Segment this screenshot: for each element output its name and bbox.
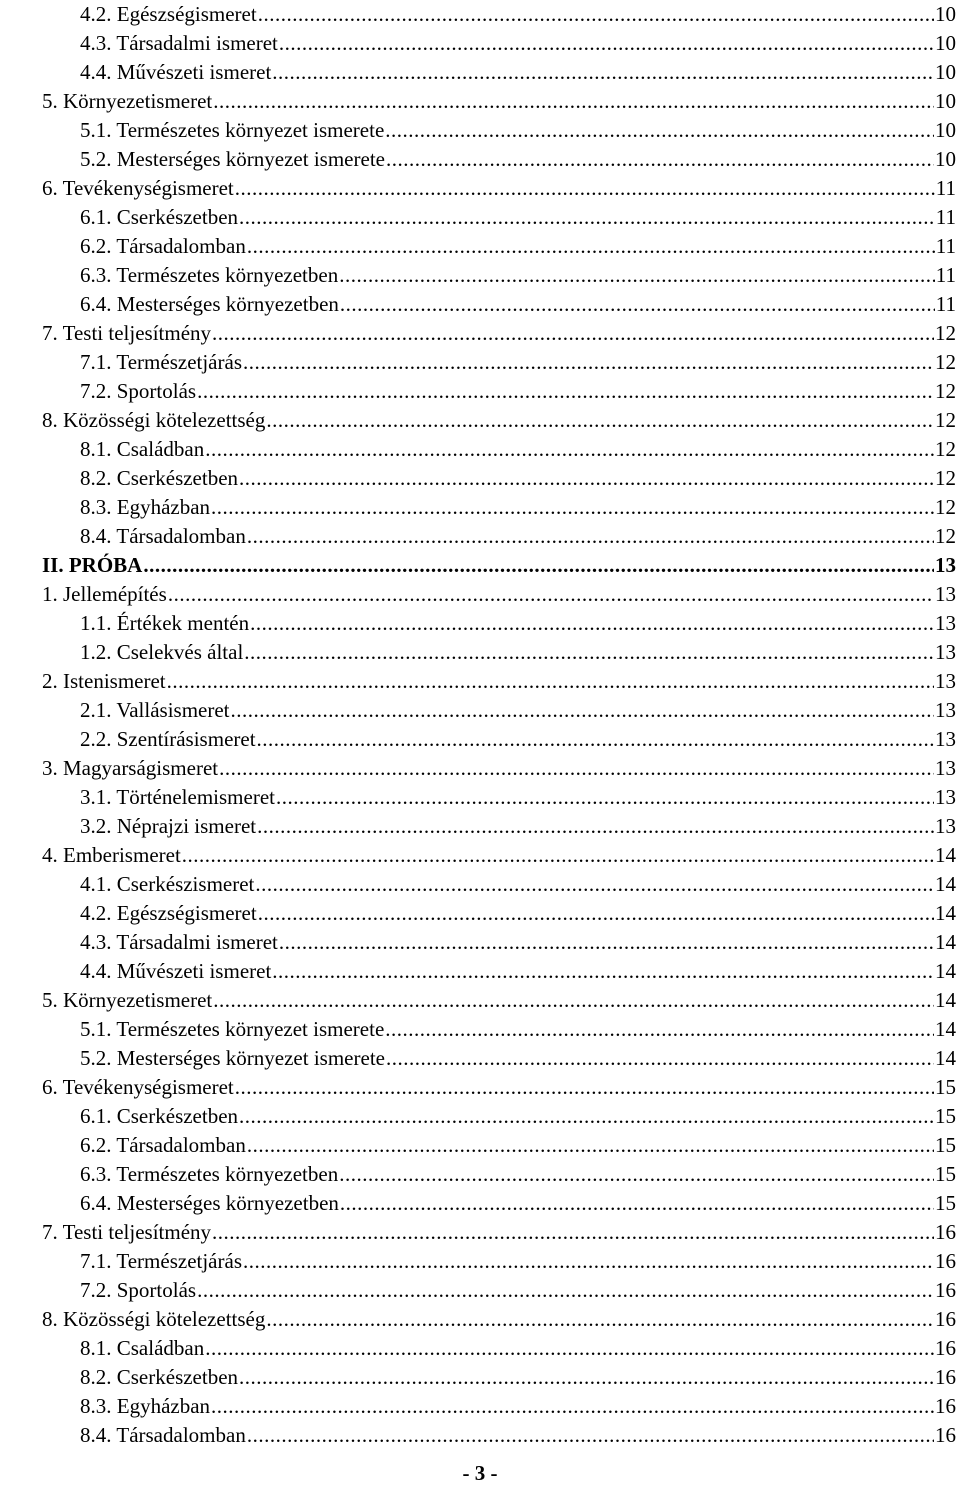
toc-entry-page: 14	[935, 1017, 956, 1041]
toc-entry[interactable]	[42, 1305, 956, 1334]
toc-entry[interactable]	[42, 696, 956, 725]
toc-dot-leader	[340, 1189, 934, 1218]
toc-entry-page: 15	[935, 1191, 956, 1215]
toc-entry[interactable]	[42, 754, 956, 783]
toc-dot-leader	[197, 377, 934, 406]
toc-entry-page: 10	[935, 31, 956, 55]
toc-entry-title: 8.4. Társadalomban	[80, 1423, 246, 1447]
toc-entry[interactable]	[42, 406, 956, 435]
toc-dot-leader	[247, 522, 934, 551]
toc-entry-title: 8. Közösségi kötelezettség	[42, 1307, 266, 1331]
toc-entry-title: 2. Istenismeret	[42, 669, 166, 693]
toc-entry[interactable]	[42, 1363, 956, 1392]
toc-entry-title: 5. Környezetismeret	[42, 89, 213, 113]
toc-entry-page: 14	[935, 901, 956, 925]
toc-entry-title: 1. Jellemépítés	[42, 582, 167, 606]
toc-entry-title: 6.2. Társadalomban	[80, 234, 246, 258]
toc-entry-page: 13	[935, 756, 956, 780]
toc-entry-title: 8.2. Cserkészetben	[80, 466, 239, 490]
toc-entry-title: 6. Tevékenységismeret	[42, 1075, 234, 1099]
toc-entry-title: 2.2. Szentírásismeret	[80, 727, 256, 751]
toc-entry-page: 16	[935, 1336, 956, 1360]
toc-entry[interactable]	[42, 1247, 956, 1276]
toc-entry-page: 12	[935, 495, 956, 519]
toc-entry-page: 11	[935, 263, 956, 287]
toc-dot-leader	[339, 1160, 934, 1189]
toc-dot-leader	[239, 464, 934, 493]
toc-entry[interactable]	[42, 232, 956, 261]
toc-entry[interactable]	[42, 638, 956, 667]
toc-entry-title: 8.1. Családban	[80, 1336, 205, 1360]
toc-entry-title: 6.2. Társadalomban	[80, 1133, 246, 1157]
toc-entry-title: 7. Testi teljesítmény	[42, 321, 212, 345]
toc-dot-leader	[247, 1131, 934, 1160]
toc-entry-title: 8.4. Társadalomban	[80, 524, 246, 548]
toc-entry-title: 3.2. Néprajzi ismeret	[80, 814, 257, 838]
toc-entry[interactable]	[42, 812, 956, 841]
toc-entry-page: 16	[935, 1307, 956, 1331]
toc-entry[interactable]	[42, 841, 956, 870]
toc-dot-leader	[143, 551, 934, 580]
toc-entry[interactable]	[42, 29, 956, 58]
table-of-contents	[42, 0, 956, 1450]
toc-entry[interactable]	[42, 1392, 956, 1421]
toc-dot-leader	[219, 754, 934, 783]
toc-entry-title: 6.1. Cserkészetben	[80, 1104, 239, 1128]
toc-entry-page: 10	[935, 89, 956, 113]
page-number: - 3 -	[462, 1461, 498, 1485]
toc-entry-title: 6. Tevékenységismeret	[42, 176, 234, 200]
toc-dot-leader	[258, 0, 934, 29]
toc-entry-title: 8.3. Egyházban	[80, 495, 211, 519]
toc-dot-leader	[386, 1044, 934, 1073]
toc-entry[interactable]	[42, 1131, 956, 1160]
toc-entry[interactable]	[42, 783, 956, 812]
toc-entry[interactable]	[42, 1160, 956, 1189]
toc-dot-leader	[212, 319, 934, 348]
toc-entry-title: 4.2. Egészségismeret	[80, 901, 257, 925]
toc-entry[interactable]	[42, 1102, 956, 1131]
toc-entry[interactable]	[42, 1334, 956, 1363]
toc-dot-leader	[255, 870, 934, 899]
toc-entry-page: 16	[935, 1394, 956, 1418]
toc-entry-page: 14	[935, 988, 956, 1012]
toc-entry-page: 12	[935, 321, 956, 345]
toc-entry[interactable]	[42, 899, 956, 928]
toc-entry-page: 12	[935, 524, 956, 548]
toc-entry-page: 15	[935, 1075, 956, 1099]
toc-entry-title: 6.1. Cserkészetben	[80, 205, 239, 229]
toc-entry-title: 4.4. Művészeti ismeret	[80, 60, 272, 84]
toc-entry-page: 16	[935, 1220, 956, 1244]
toc-entry-title: 7.2. Sportolás	[80, 379, 197, 403]
toc-entry[interactable]	[42, 174, 956, 203]
toc-dot-leader	[257, 725, 934, 754]
toc-entry-title: 4.2. Egészségismeret	[80, 2, 257, 26]
toc-entry[interactable]	[42, 1015, 956, 1044]
toc-dot-leader	[279, 29, 934, 58]
toc-entry-page: 13	[935, 669, 956, 693]
toc-entry-page: 15	[935, 1133, 956, 1157]
toc-entry[interactable]	[42, 319, 956, 348]
toc-entry-page: 13	[935, 727, 956, 751]
toc-entry-page: 10	[935, 2, 956, 26]
toc-dot-leader	[182, 841, 934, 870]
toc-dot-leader	[257, 812, 934, 841]
toc-dot-leader	[385, 1015, 934, 1044]
toc-entry-title: 7.2. Sportolás	[80, 1278, 197, 1302]
toc-entry-title: 3.1. Történelemismeret	[80, 785, 275, 809]
toc-entry[interactable]	[42, 551, 956, 580]
toc-dot-leader	[247, 1421, 934, 1450]
toc-entry[interactable]	[42, 87, 956, 116]
toc-entry[interactable]	[42, 435, 956, 464]
toc-entry[interactable]	[42, 348, 956, 377]
toc-dot-leader	[213, 87, 934, 116]
toc-entry[interactable]	[42, 725, 956, 754]
toc-entry[interactable]	[42, 1218, 956, 1247]
toc-entry-page: 16	[935, 1423, 956, 1447]
toc-entry-page: 16	[935, 1278, 956, 1302]
toc-dot-leader	[239, 1102, 934, 1131]
toc-dot-leader	[239, 203, 935, 232]
toc-entry[interactable]	[42, 58, 956, 87]
toc-entry-page: 11	[935, 234, 956, 258]
toc-entry[interactable]	[42, 1044, 956, 1073]
toc-entry-page: 12	[935, 437, 956, 461]
toc-entry-title: 5.2. Mesterséges környezet ismerete	[80, 147, 385, 171]
toc-entry-page: 13	[935, 611, 956, 635]
toc-entry[interactable]	[42, 377, 956, 406]
toc-dot-leader	[339, 261, 935, 290]
toc-entry-title: 4.3. Társadalmi ismeret	[80, 31, 278, 55]
toc-dot-leader	[213, 986, 934, 1015]
toc-entry-title: 7.1. Természetjárás	[80, 350, 242, 374]
toc-dot-leader	[167, 667, 934, 696]
toc-entry[interactable]	[42, 1073, 956, 1102]
toc-entry-title: 5.1. Természetes környezet ismerete	[80, 1017, 385, 1041]
toc-entry-page: 14	[935, 1046, 956, 1070]
toc-dot-leader	[211, 493, 934, 522]
toc-dot-leader	[239, 1363, 934, 1392]
toc-entry-page: 12	[935, 379, 956, 403]
toc-entry-page: 16	[935, 1365, 956, 1389]
toc-dot-leader	[385, 116, 934, 145]
toc-entry[interactable]	[42, 203, 956, 232]
toc-entry-page: 12	[935, 466, 956, 490]
toc-entry-page: 10	[935, 60, 956, 84]
toc-entry[interactable]	[42, 1276, 956, 1305]
toc-entry-page: 15	[935, 1162, 956, 1186]
toc-entry-page: 13	[935, 785, 956, 809]
toc-entry-title: 8.3. Egyházban	[80, 1394, 211, 1418]
toc-entry-title: 5.2. Mesterséges környezet ismerete	[80, 1046, 385, 1070]
toc-dot-leader	[340, 290, 935, 319]
toc-entry-page: 16	[935, 1249, 956, 1273]
toc-entry-page: 13	[935, 640, 956, 664]
toc-entry-title: 2.1. Vallásismeret	[80, 698, 230, 722]
toc-entry-title: 1.1. Értékek mentén	[80, 611, 250, 635]
toc-entry[interactable]	[42, 609, 956, 638]
toc-entry-title: 6.3. Természetes környezetben	[80, 263, 339, 287]
toc-entry-title: 7. Testi teljesítmény	[42, 1220, 212, 1244]
toc-entry[interactable]	[42, 667, 956, 696]
toc-entry-title: 8.2. Cserkészetben	[80, 1365, 239, 1389]
toc-entry-title: 4.1. Cserkészismeret	[80, 872, 255, 896]
toc-entry-page: 15	[935, 1104, 956, 1128]
toc-dot-leader	[235, 174, 935, 203]
toc-entry[interactable]	[42, 986, 956, 1015]
toc-dot-leader	[211, 1392, 934, 1421]
toc-entry[interactable]	[42, 145, 956, 174]
toc-dot-leader	[231, 696, 934, 725]
toc-entry-title: 4.4. Művészeti ismeret	[80, 959, 272, 983]
toc-entry-title: 7.1. Természetjárás	[80, 1249, 242, 1273]
toc-entry-title: 8. Közösségi kötelezettség	[42, 408, 266, 432]
toc-entry[interactable]	[42, 1189, 956, 1218]
toc-entry-page: 14	[935, 930, 956, 954]
toc-entry[interactable]	[42, 493, 956, 522]
toc-entry[interactable]	[42, 522, 956, 551]
toc-entry-page: 13	[935, 698, 956, 722]
toc-entry-title: 8.1. Családban	[80, 437, 205, 461]
toc-entry-page: 10	[935, 118, 956, 142]
toc-dot-leader	[258, 899, 934, 928]
toc-entry-page: 11	[935, 292, 956, 316]
toc-dot-leader	[205, 1334, 934, 1363]
toc-entry[interactable]	[42, 290, 956, 319]
toc-dot-leader	[266, 1305, 934, 1334]
toc-entry[interactable]	[42, 957, 956, 986]
toc-entry-page: 14	[935, 843, 956, 867]
toc-entry-title: 4.3. Társadalmi ismeret	[80, 930, 278, 954]
toc-dot-leader	[205, 435, 934, 464]
toc-entry-title: 3. Magyarságismeret	[42, 756, 219, 780]
toc-entry-page: 11	[935, 205, 956, 229]
toc-dot-leader	[276, 783, 934, 812]
toc-entry-page: 10	[935, 147, 956, 171]
toc-entry-page: 13	[935, 582, 956, 606]
toc-entry-title: 1.2. Cselekvés által	[80, 640, 244, 664]
toc-dot-leader	[247, 232, 935, 261]
toc-entry[interactable]	[42, 116, 956, 145]
toc-entry-page: 13	[935, 814, 956, 838]
toc-entry[interactable]	[42, 928, 956, 957]
toc-dot-leader	[197, 1276, 934, 1305]
toc-dot-leader	[243, 348, 934, 377]
toc-entry-title: 6.3. Természetes környezetben	[80, 1162, 339, 1186]
toc-entry[interactable]	[42, 1421, 956, 1450]
toc-dot-leader	[168, 580, 934, 609]
toc-entry-title: 5. Környezetismeret	[42, 988, 213, 1012]
toc-entry[interactable]	[42, 870, 956, 899]
toc-entry-title: 6.4. Mesterséges környezetben	[80, 292, 339, 316]
toc-entry-page: 12	[935, 408, 956, 432]
toc-dot-leader	[212, 1218, 934, 1247]
toc-entry-title: 4. Emberismeret	[42, 843, 181, 867]
toc-dot-leader	[243, 1247, 934, 1276]
toc-dot-leader	[250, 609, 934, 638]
toc-entry[interactable]	[42, 261, 956, 290]
toc-entry-page: 11	[935, 176, 956, 200]
toc-entry-title: 5.1. Természetes környezet ismerete	[80, 118, 385, 142]
toc-entry-page: 14	[935, 959, 956, 983]
toc-dot-leader	[266, 406, 934, 435]
toc-entry[interactable]	[42, 0, 956, 29]
toc-dot-leader	[235, 1073, 934, 1102]
toc-dot-leader	[272, 58, 934, 87]
toc-entry-title: II. PRÓBA	[42, 553, 143, 577]
toc-entry-page: 12	[935, 350, 956, 374]
toc-entry-title: 6.4. Mesterséges környezetben	[80, 1191, 339, 1215]
toc-entry-page: 13	[935, 553, 956, 577]
toc-dot-leader	[279, 928, 934, 957]
toc-dot-leader	[244, 638, 934, 667]
toc-entry-page: 14	[935, 872, 956, 896]
toc-dot-leader	[386, 145, 934, 174]
toc-dot-leader	[272, 957, 934, 986]
toc-entry[interactable]	[42, 580, 956, 609]
toc-entry[interactable]	[42, 464, 956, 493]
